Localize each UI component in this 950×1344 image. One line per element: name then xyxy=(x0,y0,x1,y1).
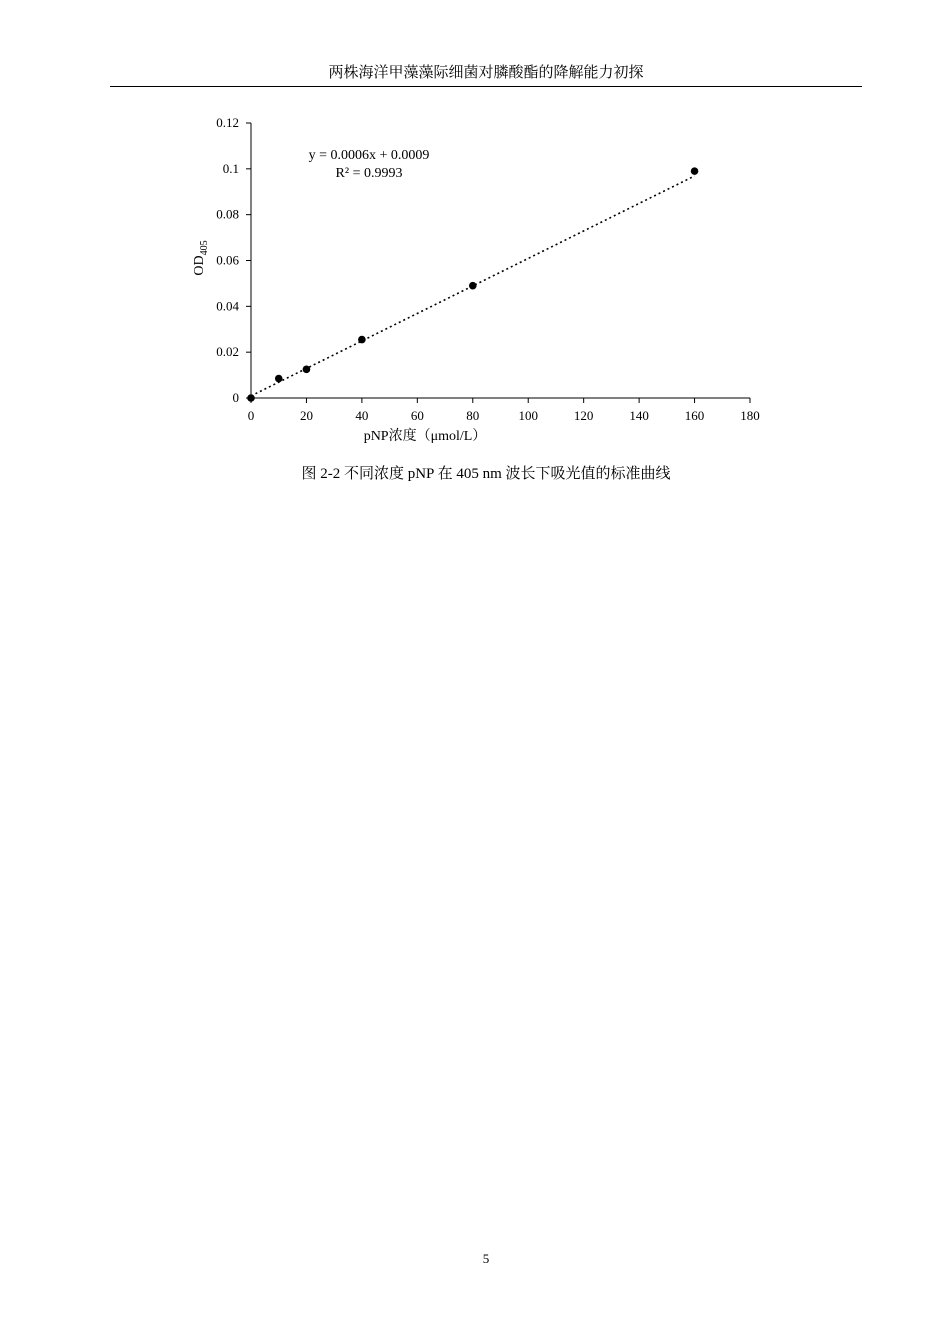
figure-caption: 图 2-2 不同浓度 pNP 在 405 nm 波长下吸光值的标准曲线 xyxy=(301,466,671,482)
y-tick-label: 0.06 xyxy=(216,252,239,268)
data-point xyxy=(469,282,477,290)
data-point xyxy=(303,366,311,374)
y-tick-label: 0.02 xyxy=(216,344,239,360)
scatter-chart xyxy=(180,108,780,458)
x-tick-label: 80 xyxy=(466,408,480,423)
y-axis-label-main: OD xyxy=(192,255,207,276)
x-tick-label: 20 xyxy=(299,408,313,423)
x-tick-label: 140 xyxy=(629,408,649,423)
y-axis-label-subscript: 405 xyxy=(199,240,210,256)
data-point xyxy=(275,375,283,383)
data-point xyxy=(691,167,699,175)
data-point xyxy=(247,394,255,402)
header-rule xyxy=(110,86,862,87)
x-tick-label: 100 xyxy=(518,408,538,423)
page-number: 5 xyxy=(482,1251,490,1266)
x-tick-label: 180 xyxy=(740,408,760,423)
data-point xyxy=(358,336,366,344)
chart-axes xyxy=(216,115,760,423)
y-tick-label: 0.12 xyxy=(216,115,239,130)
y-tick-label: 0.08 xyxy=(216,206,239,222)
data-points-group xyxy=(247,167,698,401)
r-squared-annotation: R² = 0.9993 xyxy=(335,166,403,181)
y-axis-label xyxy=(192,240,210,275)
y-tick-label: 0.04 xyxy=(216,298,239,314)
y-tick-label: 0.1 xyxy=(222,160,239,176)
equation-annotation: y = 0.0006x + 0.0009 xyxy=(308,148,430,163)
x-tick-label: 160 xyxy=(684,408,705,423)
running-header: 两株海洋甲藻藻际细菌对膦酸酯的降解能力初探 xyxy=(328,65,644,81)
x-axis-label: pNP浓度（μmol/L） xyxy=(363,429,487,444)
x-tick-label: 40 xyxy=(355,408,369,423)
y-tick-label: 0 xyxy=(232,390,239,405)
x-tick-label: 120 xyxy=(573,408,594,423)
x-tick-label: 0 xyxy=(247,408,255,423)
x-tick-label: 60 xyxy=(410,408,424,423)
